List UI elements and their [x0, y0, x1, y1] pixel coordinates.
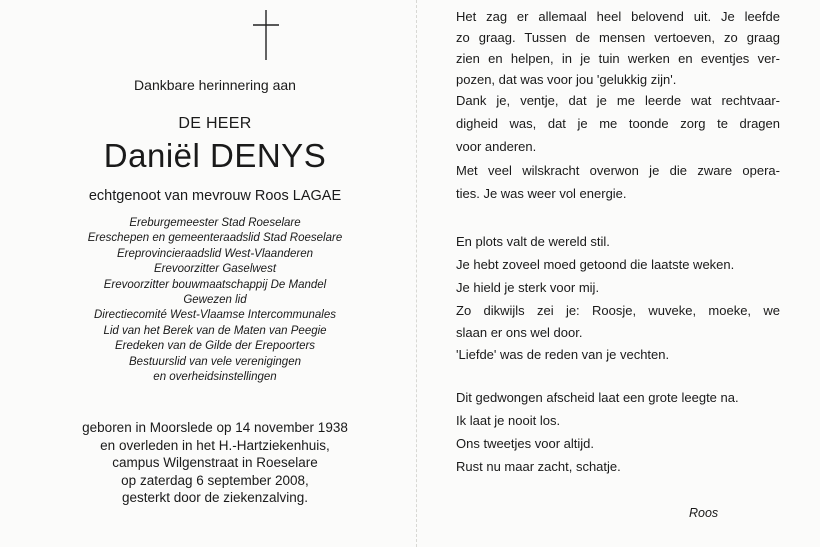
- poem-line: Zo dikwijls zei je: Roosje, wuveke, moeke, we: [456, 303, 780, 318]
- honorifics-list: [40, 216, 390, 385]
- birth-death-line: geboren in Moorslede op 14 november 1938: [82, 420, 348, 435]
- honorific-line: Bestuurslid van vele verenigingen: [129, 355, 301, 368]
- poem-line: Het zag er allemaal heel belovend uit. Je leefde: [456, 9, 780, 24]
- poem-line: Met veel wilskracht overwon je die zware opera-: [456, 163, 780, 178]
- honorific-line: Directiecomité West-Vlaamse Intercommunales: [93, 309, 336, 322]
- poem-line: pozen, dat was voor jou 'gelukkig zijn'.: [456, 72, 677, 87]
- poem-line: slaan er ons wel door.: [456, 325, 583, 340]
- honorific-line: Erevoorzitter Gaselwest: [153, 263, 277, 276]
- poem-line: digheid was, dat je me toonde zorg te dragen: [456, 116, 780, 131]
- honorific-line: Ereprovincieraadslid West-Vlaanderen: [116, 247, 314, 260]
- spouse-line: echtgenoot van mevrouw Roos LAGAE: [88, 188, 342, 204]
- fold-line: [416, 0, 418, 547]
- poem-line: zo graag. Tussen de mensen vertoeven, zo graag: [456, 30, 780, 45]
- poem-line: Dank je, ventje, dat je me leerde wat rechtvaar-: [456, 93, 780, 108]
- poem-line: Je hield je sterk voor mij.: [456, 280, 600, 295]
- intro-text: Dankbare herinnering aan: [134, 77, 296, 93]
- honorific-line: Erevoorzitter bouwmaatschappij De Mandel: [103, 278, 327, 291]
- deceased-name: Daniël DENYS: [103, 137, 327, 174]
- poem-line: voor anderen.: [456, 139, 537, 154]
- poem-line: ties. Je was weer vol energie.: [456, 186, 627, 201]
- birth-death-line: en overleden in het H.-Hartziekenhuis,: [100, 437, 330, 453]
- birth-death-line: gesterkt door de ziekenzalving.: [121, 490, 309, 506]
- honorific-line: Eredeken van de Gilde der Erepoorters: [114, 340, 316, 353]
- signature: Roos: [689, 506, 719, 520]
- right-panel: [456, 0, 786, 547]
- cross-icon: [253, 10, 279, 60]
- poem-line: Ik laat je nooit los.: [456, 413, 561, 428]
- left-panel: [40, 0, 390, 547]
- poem-line: Je hebt zoveel moed getoond die laatste weken.: [456, 257, 735, 272]
- birth-death-line: op zaterdag 6 september 2008,: [121, 472, 309, 488]
- poem-line: Dit gedwongen afscheid laat een grote leegte na.: [456, 390, 739, 405]
- birth-death-block: [40, 419, 390, 507]
- honorific-line: en overheidsinstellingen: [153, 371, 277, 384]
- birth-death-line: campus Wilgenstraat in Roeselare: [112, 455, 318, 471]
- honorific-line: Ereschepen en gemeenteraadslid Stad Roeselare: [87, 232, 343, 245]
- honorific-line: Lid van het Berek van de Maten van Peegie: [103, 324, 327, 337]
- poem-line: Rust nu maar zacht, schatje.: [456, 459, 621, 474]
- honorific-line: Gewezen lid: [183, 294, 247, 307]
- honorific-title: DE HEER: [178, 115, 252, 132]
- poem-line: 'Liefde' was de reden van je vechten.: [456, 347, 670, 362]
- honorific-line: Ereburgemeester Stad Roeselare: [129, 217, 301, 229]
- poem-line: zien en helpen, in je tuin werken en eventjes ver-: [456, 51, 780, 66]
- poem-line: En plots valt de wereld stil.: [456, 234, 610, 249]
- poem-line: Ons tweetjes voor altijd.: [456, 436, 595, 451]
